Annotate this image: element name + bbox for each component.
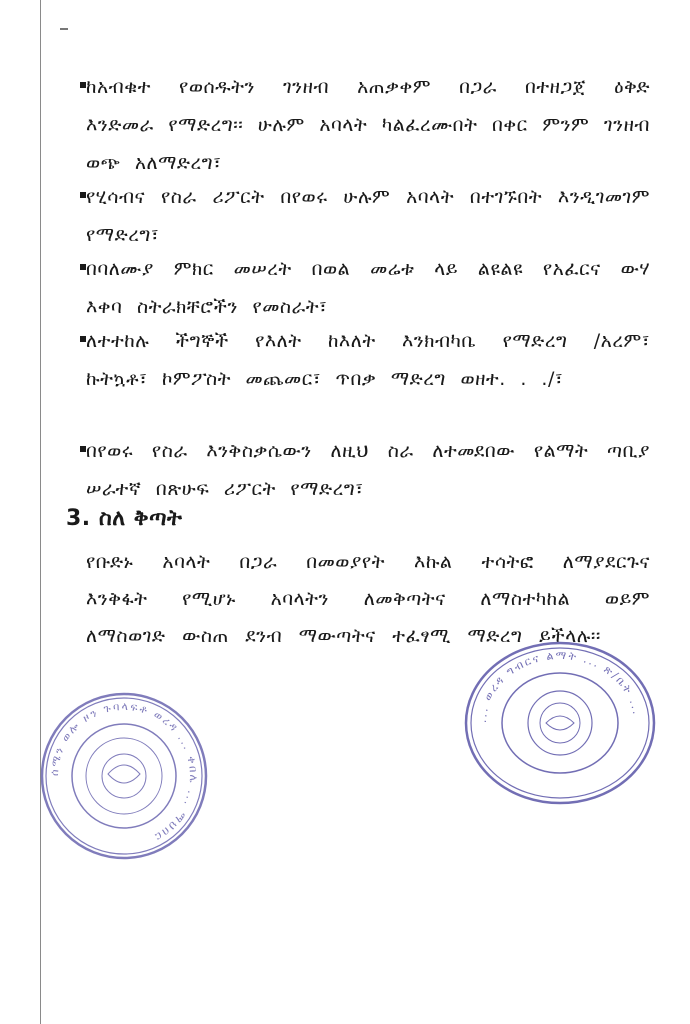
bullet-item-4	[86, 322, 650, 398]
bullet-item-5	[86, 432, 650, 508]
stamp-ring-text-right: ... ወረዳ ግብርና ልማት ... ጽ/ቤት ...	[475, 648, 644, 724]
stamp-ring-text-left: ሰሜን ወሎ ዞን ጉባላፍቶ ወረዳ ... ቀበሌ ... ማህበር	[47, 699, 201, 845]
margin-line	[40, 0, 41, 1024]
bullet-marker	[80, 192, 86, 198]
bullet-item-1	[86, 68, 650, 182]
bullet-item-3	[86, 250, 650, 326]
bullet-text: የሂሳብና የስራ ሪፖርት በየወሩ ሁሉም አባላት በተገኙበት እንዲገመገም የማድረግ፣	[86, 186, 650, 246]
section-paragraph: የቡድኑ አባላት በጋራ በመወያየት እኩል ተሳትፎ ለማያደርጉና እንቅፋት የሚሆኑ አባላትን ለመቅጣትና ለማስተካከል ወይም ለማስወገድ ውስጠ ደንብ ማውጣትና ተፈፃሚ ማድረግ ይችላሉ፡፡	[86, 551, 650, 647]
official-stamp-left	[38, 690, 210, 862]
official-stamp-right	[462, 640, 658, 806]
corner-mark	[60, 28, 68, 30]
bullet-item-2	[86, 178, 650, 254]
bullet-text: ከአብቁተ የወሰዱትን ገንዘብ አጠቃቀም በጋራ በተዘጋጀ ዕቅድ እንድመራ የማድረግ፡፡ ሁሉም አባላት ካልፈረሙበት በቀር ምንም ገንዘብ ወጭ አለማድረግ፣	[86, 76, 650, 174]
bullet-marker	[80, 446, 86, 452]
svg-text:ሰሜን ወሎ ዞን ጉባላፍቶ ወረዳ ... ቀበሌ ..	[48, 700, 200, 844]
bullet-text: ለተተከሉ ችግኞች የእለት ከእለት እንክብካቤ የማድረግ /አረም፣ ኩትኳቶ፣ ኮምፖስት መጨመር፣ ጥበቃ ማድረግ ወዘተ. . ./፣	[86, 330, 650, 390]
bullet-marker	[80, 264, 86, 270]
bullet-text: በባለሙያ ምክር መሠረት በወል መሬቱ ላይ ልዩልዩ የአፈርና ውሃ እቀባ ስትራክቸሮችን የመስራት፣	[86, 258, 650, 318]
bullet-marker	[80, 336, 86, 342]
bullet-marker	[80, 82, 86, 88]
section-heading: 3. ስለ ቅጣት	[66, 506, 183, 531]
bullet-text: በየወሩ የስራ እንቅስቃሴውን ለዚህ ስራ ለተመደበው የልማት ጣቢያ ሠራተኛ በጽሁፍ ሪፖርት የማድረግ፣	[86, 440, 650, 500]
